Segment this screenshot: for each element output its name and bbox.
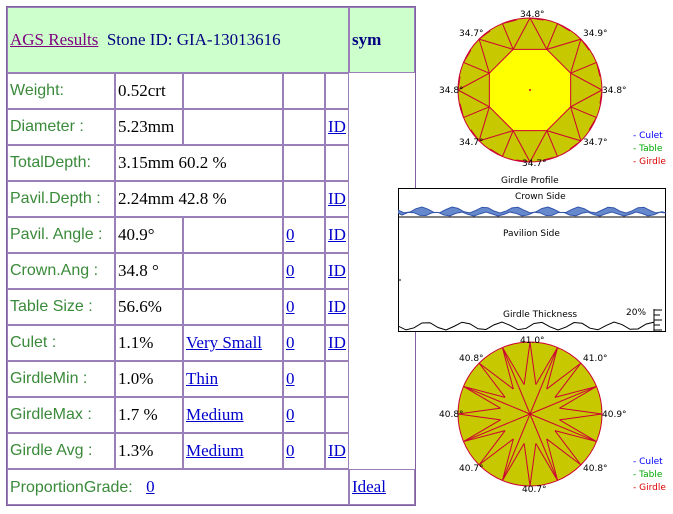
diameter-id-link[interactable]: ID [328, 117, 346, 136]
pav-angle-bottom-left: 40.7° [459, 464, 484, 474]
ags-results-link[interactable]: AGS Results [10, 30, 99, 49]
value-pavil-depth: 2.24mm 42.8 % [115, 181, 283, 217]
value-girdle-min: 1.0% [115, 361, 183, 397]
pav-angle-top-left: 40.8° [459, 354, 484, 364]
row-crown-angle [7, 253, 415, 289]
culet-grade-link[interactable]: Very Small [186, 333, 263, 352]
proportion-grade-cell [7, 469, 349, 505]
crown-side-label: Crown Side [515, 192, 566, 202]
girdle-profile-title: Girdle Profile [501, 176, 559, 186]
girdle-min-num-link[interactable]: 0 [286, 369, 295, 388]
pavil-angle-id-link[interactable]: ID [328, 225, 346, 244]
crown-angle-top-left: 34.7° [459, 29, 484, 39]
crown-angle-bottom: 34.7° [522, 159, 547, 169]
table-size-num-link[interactable]: 0 [286, 297, 295, 316]
value-girdle-avg: 1.3% [115, 433, 183, 469]
girdle-min-grade-link[interactable]: Thin [186, 369, 219, 388]
crown-angle-num-link[interactable]: 0 [286, 261, 295, 280]
value-total-depth: 3.15mm 60.2 % [115, 145, 283, 181]
label-weight: Weight: [7, 73, 115, 109]
value-table-size: 56.6% [115, 289, 183, 325]
row-total-depth [7, 145, 415, 181]
proportion-num-link[interactable]: 0 [146, 477, 155, 496]
crown-angle-bottom-right: 34.7° [583, 138, 608, 148]
value-crown-angle: 34.8 ° [115, 253, 183, 289]
pav-angle-right: 40.9° [602, 410, 627, 420]
label-girdle-max: GirdleMax : [7, 397, 115, 433]
pav-angle-top: 41.0° [520, 336, 545, 346]
legend-culet-2: - Culet [633, 457, 663, 467]
row-culet [7, 325, 415, 361]
girdle-thickness-percent: 20% [626, 308, 647, 318]
pavil-angle-num-link[interactable]: 0 [286, 225, 295, 244]
legend-girdle: - Girdle [633, 157, 666, 167]
legend-top [633, 130, 666, 169]
label-pavil-depth: Pavil.Depth : [7, 181, 115, 217]
value-diameter: 5.23mm [115, 109, 183, 145]
culet-num-link[interactable]: 0 [286, 333, 295, 352]
stone-id: Stone ID: GIA-13013616 [106, 30, 281, 49]
sym-cell [349, 7, 415, 73]
row-pavil-depth [7, 181, 415, 217]
label-girdle-min: GirdleMin : [7, 361, 115, 397]
label-total-depth: TotalDepth: [7, 145, 115, 181]
value-weight: 0.52crt [115, 73, 183, 109]
crown-angle-id-link[interactable]: ID [328, 261, 346, 280]
label-diameter: Diameter : [7, 109, 115, 145]
pav-angle-left: 40.8° [439, 410, 464, 420]
pavilion-side-label: Pavilion Side [503, 229, 560, 239]
row-proportion-grade [7, 469, 415, 505]
crown-diagram [430, 6, 630, 186]
legend-culet: - Culet [633, 131, 663, 141]
pav-angle-bottom-right: 40.8° [583, 464, 608, 474]
label-proportion-grade: ProportionGrade: [10, 479, 133, 496]
sym-label: sym [351, 30, 382, 49]
legend-bottom [633, 456, 666, 495]
pavilion-diagram [430, 334, 630, 504]
girdle-max-num-link[interactable]: 0 [286, 405, 295, 424]
legend-table: - Table [633, 144, 663, 154]
legend-girdle-2: - Girdle [633, 483, 666, 493]
value-pavil-angle: 40.9° [115, 217, 183, 253]
pavil-depth-id-link[interactable]: ID [328, 189, 346, 208]
row-girdle-max [7, 397, 415, 433]
label-table-size: Table Size : [7, 289, 115, 325]
row-table-size [7, 289, 415, 325]
crown-angle-top-right: 34.9° [583, 29, 608, 39]
header-cell [7, 7, 349, 73]
label-crown-angle: Crown.Ang : [7, 253, 115, 289]
crown-angle-bottom-left: 34.7° [459, 138, 484, 148]
label-pavil-angle: Pavil. Angle : [7, 217, 115, 253]
girdle-thickness-label: Girdle Thickness [503, 310, 578, 320]
legend-table-2: - Table [633, 470, 663, 480]
pav-angle-top-right: 41.0° [583, 354, 608, 364]
table-size-id-link[interactable]: ID [328, 297, 346, 316]
label-culet: Culet : [7, 325, 115, 361]
girdle-avg-grade-link[interactable]: Medium [186, 441, 244, 460]
value-culet: 1.1% [115, 325, 183, 361]
label-girdle-avg: Girdle Avg : [7, 433, 115, 469]
row-girdle-min [7, 361, 415, 397]
pav-angle-bottom: 40.7° [522, 485, 547, 495]
results-table [6, 6, 416, 506]
crown-angle-top: 34.8° [520, 10, 545, 20]
row-pavil-angle [7, 217, 415, 253]
row-weight [7, 73, 415, 109]
value-girdle-max: 1.7 % [115, 397, 183, 433]
header-row [7, 7, 415, 73]
row-diameter [7, 109, 415, 145]
crown-angle-left: 34.8° [439, 86, 464, 96]
crown-angle-right: 34.8° [602, 86, 627, 96]
girdle-avg-num-link[interactable]: 0 [286, 441, 295, 460]
row-girdle-avg [7, 433, 415, 469]
girdle-max-grade-link[interactable]: Medium [186, 405, 244, 424]
proportion-grade-link[interactable]: Ideal [351, 477, 386, 496]
girdle-avg-id-link[interactable]: ID [328, 441, 346, 460]
girdle-profile [398, 188, 668, 334]
culet-id-link[interactable]: ID [328, 333, 346, 352]
